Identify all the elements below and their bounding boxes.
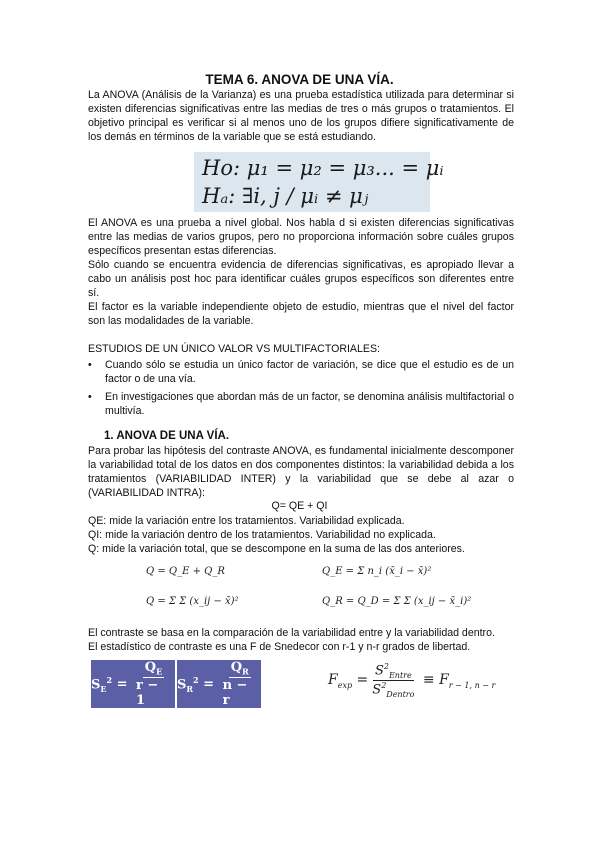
posthoc-paragraph: Sólo cuando se encuentra evidencia de diferencias significativas, es apropiado llevar a cabo un análisis post hoc para identificar cuáles grupos específicos son diferentes entre sí. [88, 259, 514, 299]
variance-within-box: $S_R^2$ = $\frac{Q_R}{n - r}$ [177, 660, 261, 708]
variance-decomposition-equation: Q= QE + QI [271, 500, 328, 512]
global-test-paragraph: El ANOVA es una prueba a nivel global. Nos habla d si existen diferencias significativas entre las medias de varios grupos, pero no proporciona información sobre cuáles grupos específicos presentan estas diferencias. [88, 217, 514, 257]
formula-between-sum: Q_E = Σ n_i (x̄_i − x̄)² [322, 566, 432, 577]
studies-heading: ESTUDIOS DE UN ÚNICO VALOR VS MULTIFACTORIALES: [88, 343, 380, 355]
f-statistic-formula: $F_{exp}$ = $\frac{S^2_{Entre}}{S^2_{Dentro}}$ ≡ $F_{r - 1, n - r}$ [328, 662, 496, 699]
list-item [88, 358, 514, 386]
contrast-paragraph: Para probar las hipótesis del contraste ANOVA, es fundamental inicialmente descomponer la variabilidad total de los datos en dos componentes distintos: la variabilidad debida a los tratamientos (VARIABILIDAD INTER) y la variabilidad que se debe al azar o (VARIABILIDAD INTRA): [88, 445, 514, 499]
compare-paragraph: El contraste se basa en la comparación de la variabilidad entre y la variabilidad dentro. [88, 627, 495, 639]
formula-within-sum: Q_R = Q_D = Σ Σ (x_ij − x̄_i)² [322, 596, 472, 607]
sr-symbol: $S_R^2$ [177, 674, 199, 694]
bullet-icon: • [88, 359, 92, 371]
bullet-text: Cuando sólo se estudia un único factor de variación, se dice que el estudio es de un factor o de una vía. [105, 359, 514, 385]
se-symbol: $S_E^2$ [91, 674, 113, 694]
formula-total-sum: Q = Q_E + Q_R [146, 566, 225, 577]
null-hypothesis: Ho: μ₁ = μ₂ = μ₃... = μᵢ [202, 156, 444, 180]
definition-qi: QI: mide la variación dentro de los tratamientos. Variabilidad no explicada. [88, 529, 436, 541]
factor-paragraph: El factor es la variable independiente objeto de estudio, mientras que el nivel del factor son las modalidades de la variable. [88, 301, 514, 327]
page-title: TEMA 6. ANOVA DE UNA VÍA. [205, 72, 394, 87]
definition-qe: QE: mide la variación entre los tratamientos. Variabilidad explicada. [88, 515, 405, 527]
hypothesis-equation-box [194, 152, 444, 212]
list-item [88, 390, 514, 418]
definition-q: Q: mide la variación total, que se descompone en la suma de las dos anteriores. [88, 543, 465, 555]
variance-between-box: $S_E^2$ = $\frac{Q_E}{r - 1}$ [91, 660, 175, 708]
formula-total-double-sum: Q = Σ Σ (x_ij − x̄)² [146, 596, 239, 607]
bullet-text: En investigaciones que abordan más de un factor, se denomina análisis multifactorial o multivía. [105, 391, 514, 417]
se-fraction: $\frac{Q_E}{r - 1}$ [136, 660, 163, 708]
bullet-icon: • [88, 391, 92, 403]
section-heading: 1. ANOVA DE UNA VÍA. [104, 430, 230, 442]
studies-bullet-list [88, 358, 514, 422]
sr-fraction: $\frac{Q_R}{n - r}$ [222, 660, 249, 708]
intro-paragraph: La ANOVA (Análisis de la Varianza) es una prueba estadística utilizada para determinar si existen diferencias significativas entre las medias de tres o más grupos o tratamientos. El objetivo principal es verificar si al menos uno de los grupos difiere significativamente de los demás en términos de la variable que se está estudiando. [88, 89, 514, 143]
statistic-paragraph: El estadístico de contraste es una F de Snedecor con r-1 y n-r grados de libertad. [88, 641, 471, 653]
alt-hypothesis: Hₐ: ∃i, j / μᵢ ≠ μⱼ [202, 184, 369, 208]
